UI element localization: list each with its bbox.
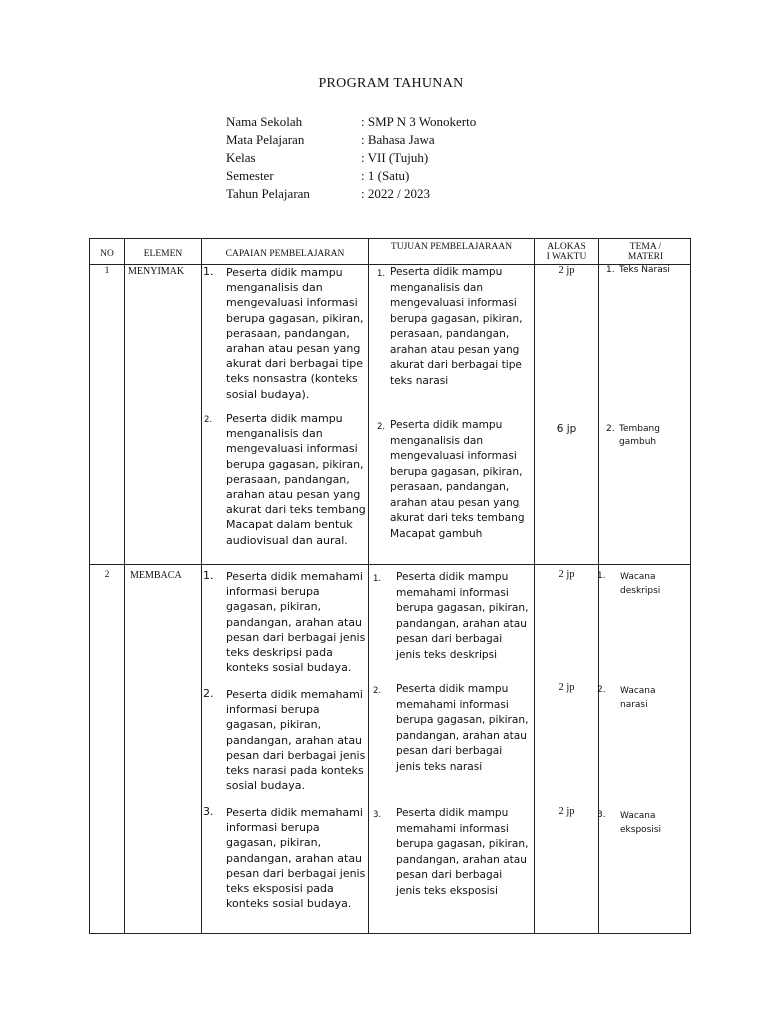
row-divider [90, 564, 690, 565]
program-table [89, 238, 691, 934]
header-alokasi-line2: I WAKTU [546, 252, 587, 262]
capaian-item: Peserta didik mampu menganalisis dan mengevaluasi informasi berupa gagasan, pikiran, perasaan, pandangan, arahan atau pesan yang akurat dari berbagai tipe teks nonsastra (konteks sosial budaya). [226, 266, 364, 401]
info-label: Nama Sekolah [226, 114, 303, 129]
list-marker: 2. [377, 422, 386, 432]
info-label: Tahun Pelajaran [226, 186, 310, 201]
capaian-item: Peserta didik memahami informasi berupa gagasan, pikiran, pandangan, arahan atau pesan dari berbagai jenis teks narasi pada konteks sosial budaya. [226, 688, 366, 793]
list-marker: 3. [597, 810, 606, 820]
info-value: : 1 (Satu) [361, 168, 410, 183]
info-label: Kelas [226, 150, 256, 165]
row-elemen: MEMBACA [130, 570, 182, 581]
document-title: PROGRAM TAHUNAN [318, 76, 464, 91]
header-elemen: ELEMEN [143, 249, 183, 259]
list-marker: 1. [377, 269, 386, 279]
capaian-item: Peserta didik mampu menganalisis dan mengevaluasi informasi berupa gagasan, pikiran, perasaan, pandangan, arahan atau pesan yang akurat dari teks tembang Macapat dalam bentuk audiovisual dan aural. [226, 412, 366, 547]
alokasi-value: 2 jp [558, 682, 575, 693]
info-label: Semester [226, 168, 274, 183]
list-marker: 1. [597, 571, 606, 581]
header-alokasi [535, 242, 598, 262]
column-divider [598, 239, 599, 933]
alokasi-value: 2 jp [558, 265, 575, 276]
info-label: Mata Pelajaran [226, 132, 305, 147]
info-value: : SMP N 3 Wonokerto [361, 114, 477, 129]
row-no: 1 [104, 266, 110, 276]
school-info-block [226, 113, 546, 203]
column-divider [124, 239, 125, 933]
list-marker: 1. [606, 265, 615, 275]
tema-item: Teks Narasi [619, 265, 670, 275]
info-row-academic-year [226, 185, 546, 203]
tujuan-item: Peserta didik mampu menganalisis dan mengevaluasi informasi berupa gagasan, pikiran, perasaan, pandangan, arahan atau pesan yang akurat dari berbagai tipe teks narasi [390, 266, 523, 387]
tujuan-item: Peserta didik mampu memahami informasi berupa gagasan, pikiran, pandangan, arahan atau pesan dari berbagai jenis teks eksposisi [396, 807, 529, 897]
tema-item: Wacana eksposisi [620, 811, 662, 835]
tema-item: Tembang gambuh [619, 424, 660, 447]
alokasi-value: 2 jp [558, 806, 575, 817]
header-alokasi-line1: ALOKAS [547, 242, 586, 252]
header-tujuan: TUJUAN PEMBELAJARAAN [390, 242, 513, 252]
header-no: NO [100, 249, 114, 259]
info-row-school [226, 113, 546, 131]
row-no: 2 [104, 570, 110, 580]
list-marker: 1. [203, 265, 214, 278]
info-value: : Bahasa Jawa [361, 132, 435, 147]
list-marker: 2. [203, 687, 214, 700]
header-tema-line1: TEMA / [629, 242, 662, 252]
header-tema-line2: MATERI [627, 252, 664, 262]
alokasi-value: 6 jp [556, 423, 577, 435]
list-marker: 2. [597, 685, 606, 695]
list-marker: 3. [203, 805, 214, 818]
list-marker: 2. [204, 415, 213, 425]
list-marker: 3. [373, 810, 382, 820]
header-tema [599, 242, 692, 262]
list-marker: 2. [606, 424, 615, 434]
tujuan-item: Peserta didik mampu menganalisis dan mengevaluasi informasi berupa gagasan, pikiran, perasaan, pandangan, arahan atau pesan yang akurat dari teks tembang Macapat gambuh [390, 419, 525, 540]
alokasi-value: 2 jp [558, 569, 575, 580]
column-divider [368, 239, 369, 933]
row-elemen: MENYIMAK [128, 266, 185, 277]
info-value: : 2022 / 2023 [361, 186, 430, 201]
column-divider [201, 239, 202, 933]
info-row-semester [226, 167, 546, 185]
tujuan-item: Peserta didik mampu memahami informasi berupa gagasan, pikiran, pandangan, arahan atau pesan dari berbagai jenis teks narasi [396, 683, 529, 773]
tema-item: Wacana deskripsi [620, 572, 661, 596]
info-row-subject [226, 131, 546, 149]
tujuan-item: Peserta didik mampu memahami informasi berupa gagasan, pikiran, pandangan, arahan atau pesan dari berbagai jenis teks deskripsi [396, 571, 529, 661]
capaian-item: Peserta didik memahami informasi berupa gagasan, pikiran, pandangan, arahan atau pesan dari berbagai jenis teks eksposisi pada konteks sosial budaya. [226, 806, 366, 911]
info-value: : VII (Tujuh) [361, 150, 429, 165]
list-marker: 2. [373, 686, 382, 696]
column-divider [534, 239, 535, 933]
list-marker: 1. [373, 574, 382, 584]
tema-item: Wacana narasi [620, 686, 656, 710]
header-capaian: CAPAIAN PEMBELAJARAN [225, 249, 345, 259]
list-marker: 1. [203, 569, 214, 582]
capaian-item: Peserta didik memahami informasi berupa gagasan, pikiran, pandangan, arahan atau pesan dari berbagai jenis teks deskripsi pada konteks sosial budaya. [226, 570, 366, 675]
info-row-class [226, 149, 546, 167]
